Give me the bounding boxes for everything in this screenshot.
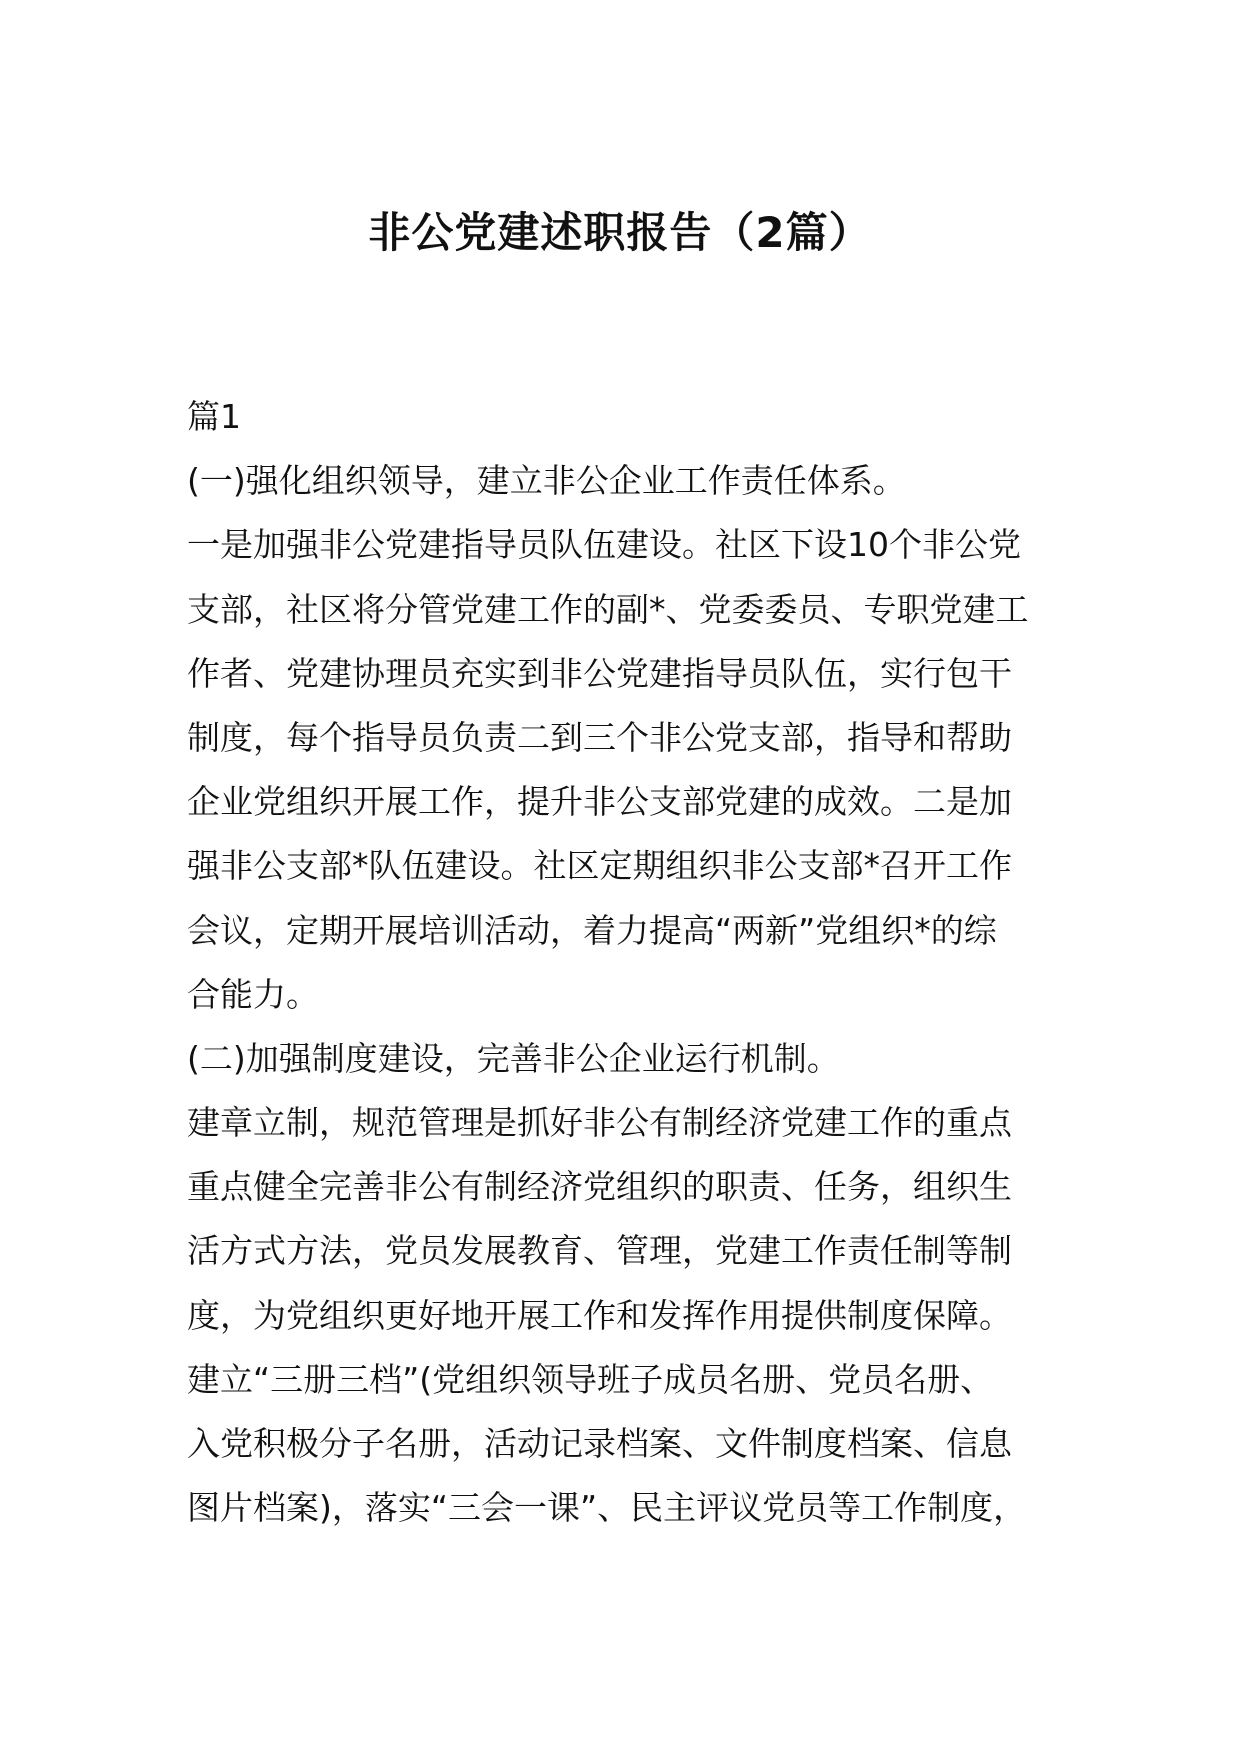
text-line: 合能力。 (187, 974, 319, 1014)
text-line: 强非公支部*队伍建设。社区定期组织非公支部*召开工作 (187, 846, 1012, 886)
text-line: 重点健全完善非公有制经济党组织的职责、任务，组织生 (187, 1167, 1012, 1207)
text-line: 活方式方法，党员发展教育、管理，党建工作责任制等制 (187, 1231, 1012, 1271)
text-line: 企业党组织开展工作，提升非公支部党建的成效。二是加 (187, 782, 1012, 822)
text-line: 入党积极分子名册，活动记录档案、文件制度档案、信息 (187, 1424, 1012, 1463)
text-line: 支部，社区将分管党建工作的副*、党委委员、专职党建工 (187, 589, 1029, 629)
text-line: 图片档案)，落实“三会一课”、民主评议党员等工作制度， (187, 1488, 1027, 1528)
text-line: 制度，每个指导员负责二到三个非公党支部，指导和帮助 (187, 717, 1012, 757)
text-line: 一是加强非公党建指导员队伍建设。社区下设10个非公党 (187, 525, 1021, 565)
text-line: 建章立制，规范管理是抓好非公有制经济党建工作的重点 (187, 1103, 1012, 1143)
section-heading-pian1: 篇1 (187, 397, 241, 436)
text-line: 建立“三册三档”(党组织领导班子成员名册、党员名册、 (187, 1359, 994, 1399)
document-body (187, 385, 1067, 1540)
subheading-2: (二)加强制度建设，完善非公企业运行机制。 (187, 1038, 840, 1078)
text-line: 度，为党组织更好地开展工作和发挥作用提供制度保障。 (187, 1295, 1012, 1335)
document-title: 非公党建述职报告（2篇） (368, 208, 872, 257)
text-line: 会议，定期开展培训活动，着力提高“两新”党组织*的综 (187, 910, 997, 950)
subheading-1: (一)强化组织领导，建立非公企业工作责任体系。 (187, 461, 906, 501)
text-line: 作者、党建协理员充实到非公党建指导员队伍，实行包干 (187, 653, 1012, 693)
